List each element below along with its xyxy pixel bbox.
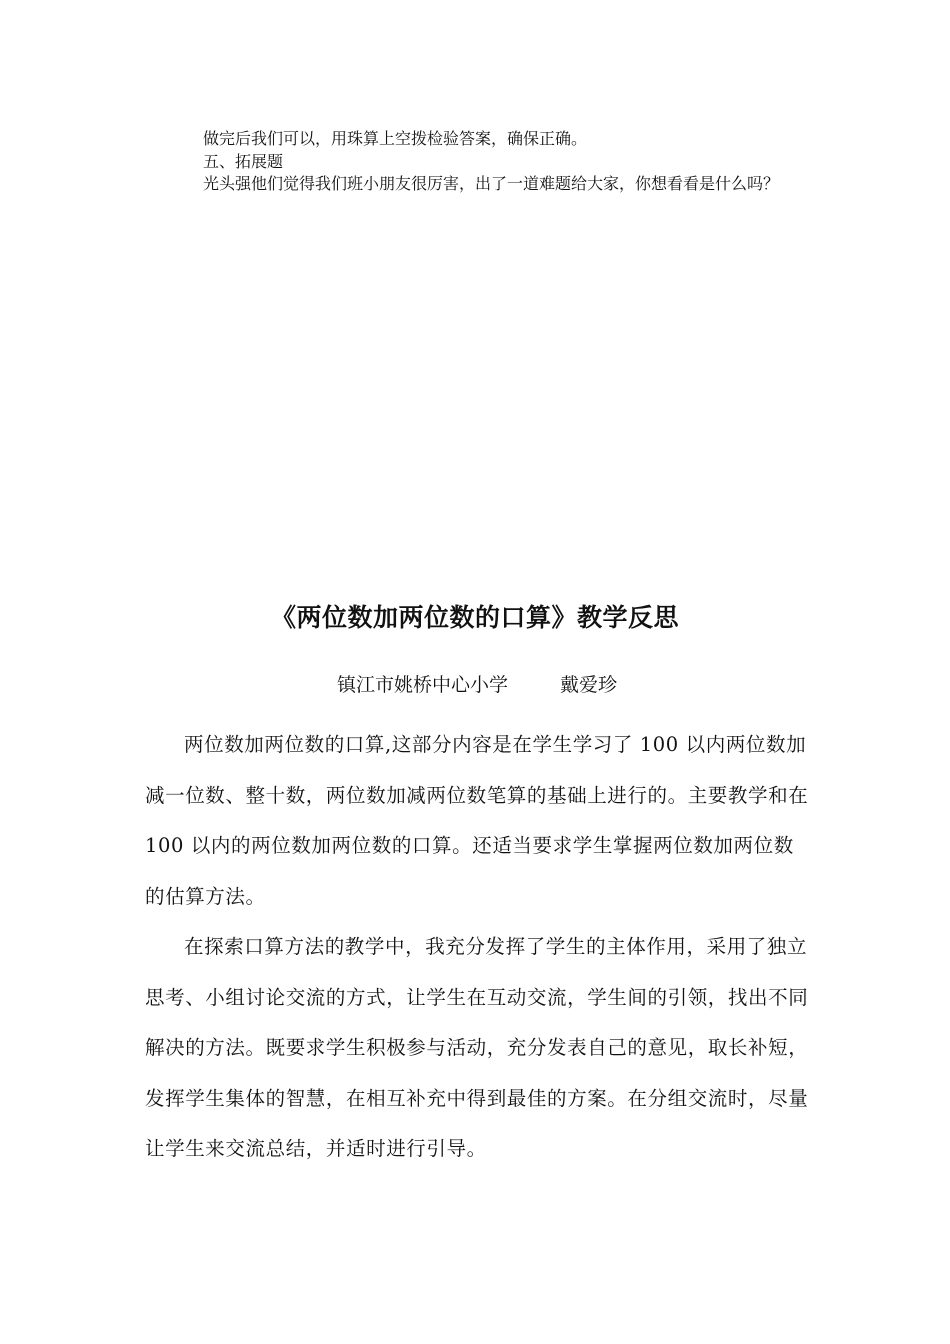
previous-section-text <box>203 128 823 196</box>
reflection-title: 《两位数加两位数的口算》教学反思 <box>270 603 679 632</box>
paragraph-method: 在探索口算方法的教学中，我充分发挥了学生的主体作用，采用了独立思考、小组讨论交流的方式，让学生在互动交流，学生间的引领，找出不同解决的方法。既要求学生积极参与活动，充分发表自己的意见，取长补短，发挥学生集体的智慧，在相互补充中得到最佳的方案。在分组交流时，尽量让学生来交流总结，并适时进行引导。 <box>145 935 809 1160</box>
paragraph-intro: 两位数加两位数的口算,这部分内容是在学生学习了 100 以内两位数加减一位数、整十数，两位数加减两位数笔算的基础上进行的。主要教学和在 100 以内的两位数加两位数的口算。还适当要求学生掌握两位数加两位数的估算方法。 <box>145 733 809 908</box>
author-name: 戴爱珍 <box>560 674 618 696</box>
school-name: 镇江市姚桥中心小学 <box>337 674 509 696</box>
extension-heading: 五、拓展题 <box>203 151 284 171</box>
abacus-check-line: 做完后我们可以，用珠算上空拨检验答案，确保正确。 <box>203 129 588 148</box>
byline <box>337 670 617 700</box>
extension-question: 光头强他们觉得我们班小朋友很厉害，出了一道难题给大家，你想看看是什么吗？ <box>203 174 780 193</box>
reflection-body <box>145 720 810 1175</box>
